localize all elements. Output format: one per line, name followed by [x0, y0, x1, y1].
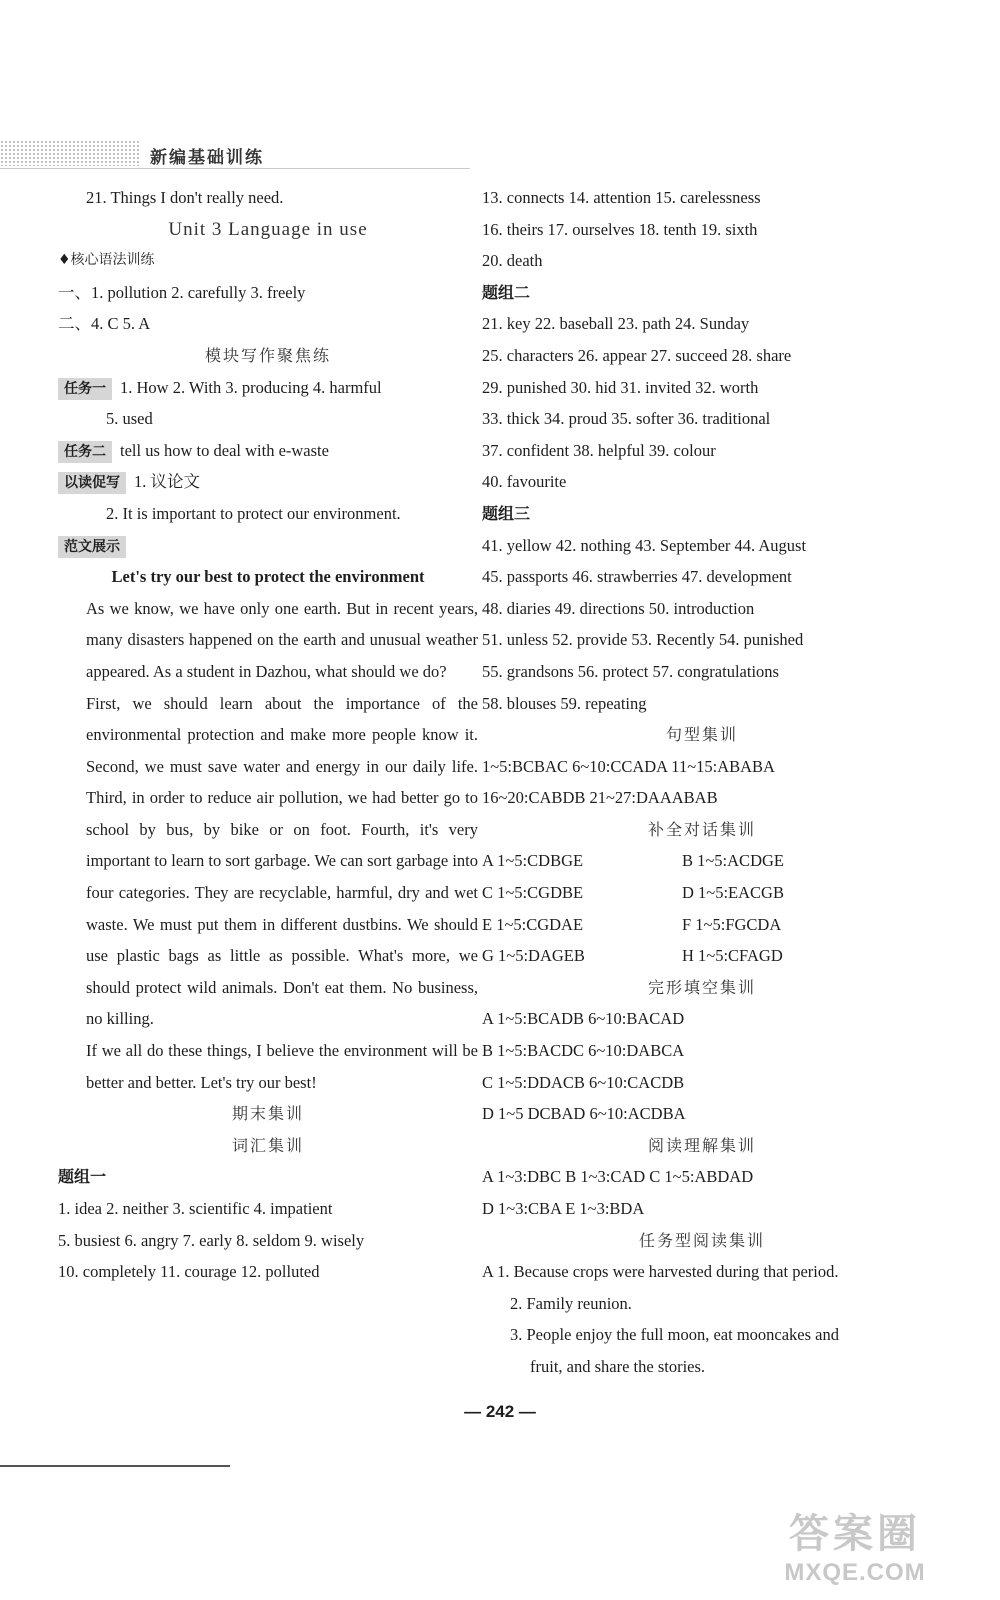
- answer-line: 10. completely 11. courage 12. polluted: [58, 1262, 320, 1282]
- section-title: 词汇集训: [231, 1135, 304, 1155]
- answer-line: B 1~5:BACDC 6~10:DABCA: [482, 1041, 685, 1061]
- section-title: 完形填空集训: [647, 977, 756, 997]
- answer-line: 33. thick 34. proud 35. softer 36. traditional: [482, 409, 771, 429]
- watermark-logo: 答案圈: [789, 1512, 921, 1556]
- answer-line: 45. passports 46. strawberries 47. development: [482, 567, 792, 587]
- answer-line: 2. Family reunion.: [510, 1293, 632, 1313]
- answer-line: 20. death: [482, 251, 543, 271]
- section-label: ♦核心语法训练: [58, 252, 155, 269]
- answer-cell: B 1~5:ACDGE: [682, 851, 784, 871]
- answer-line: 16~20:CABDB 21~27:DAAABAB: [482, 788, 718, 808]
- answer-cell: G 1~5:DAGEB: [482, 946, 585, 966]
- answer-line: fruit, and share the stories.: [530, 1356, 706, 1376]
- header-dot-pattern: [0, 140, 140, 166]
- answer-cell: D 1~5:EACGB: [682, 883, 784, 903]
- essay-paragraph: If we all do these things, I believe the environment will be better and better. Let's try our best!: [86, 1041, 478, 1092]
- answer-line: 3. People enjoy the full moon, eat mooncakes and: [510, 1325, 840, 1345]
- group-heading: 题组二: [482, 282, 531, 302]
- answer-line: 1. 议论文: [134, 472, 200, 492]
- essay-title: Let's try our best to protect the environment: [111, 567, 425, 587]
- answer-line: D 1~3:CBA E 1~3:BDA: [482, 1199, 645, 1218]
- group-heading: 题组一: [58, 1167, 107, 1187]
- section-title: 补全对话集训: [647, 819, 756, 839]
- answer-line: 55. grandsons 56. protect 57. congratulations: [482, 661, 779, 681]
- answer-line: A 1. Because crops were harvested during that period.: [482, 1262, 839, 1282]
- task-tag: 以读促写: [58, 472, 126, 494]
- task-tag: 任务二: [58, 441, 112, 463]
- answer-line: 41. yellow 42. nothing 43. September 44. August: [482, 535, 807, 555]
- answer-line: 21. key 22. baseball 23. path 24. Sunday: [482, 314, 750, 334]
- book-title: 新编基础训练: [150, 148, 264, 168]
- footer-divider: [0, 1465, 230, 1467]
- answer-cell: C 1~5:CGDBE: [482, 883, 584, 903]
- section-title: 期末集训: [231, 1104, 304, 1124]
- answer-line: 2. It is important to protect our environment.: [106, 503, 401, 523]
- section-title: 阅读理解集训: [647, 1135, 756, 1155]
- unit-title: Unit 3 Language in use: [168, 218, 368, 240]
- right-column: [482, 182, 922, 1383]
- section-title: 任务型阅读集训: [638, 1230, 765, 1250]
- answer-line: 5. used: [106, 409, 153, 429]
- left-column: [58, 182, 478, 1288]
- answer-line: 48. diaries 49. directions 50. introduction: [482, 598, 755, 618]
- answer-line: tell us how to deal with e-waste: [120, 440, 329, 460]
- header-divider: [0, 168, 470, 169]
- answer-line: 1~5:BCBAC 6~10:CCADA 11~15:ABABA: [482, 756, 775, 776]
- essay-paragraph: First, we should learn about the importance of the environmental protection and make more people know it. Second, we must save water and energy in our daily life. Third, in order to reduce air pollution, we had better go to school by bus, by bike or on foot. Fourth, it's very important to learn to sort garbage. We can sort garbage into four categories. They are recyclable, harmful, dry and wet waste. We must put them in different dustbins. We should use plastic bags as little as possible. What's more, we should protect wild animals. Don't eat them. No business, no killing.: [86, 693, 478, 1029]
- task-tag: 任务一: [58, 378, 112, 400]
- answer-line: 51. unless 52. provide 53. Recently 54. punished: [482, 630, 804, 650]
- answer-line: 29. punished 30. hid 31. invited 32. worth: [482, 377, 759, 397]
- watermark: [740, 1502, 970, 1592]
- answer-line: C 1~5:DDACB 6~10:CACDB: [482, 1072, 685, 1092]
- task-tag: 范文展示: [58, 536, 126, 558]
- answer-line: 二、4. C 5. A: [58, 314, 151, 334]
- answer-line: 21. Things I don't really need.: [86, 188, 284, 207]
- answer-line: 1. idea 2. neither 3. scientific 4. impatient: [58, 1199, 333, 1218]
- answer-line: 13. connects 14. attention 15. carelessness: [482, 188, 761, 207]
- watermark-url: MXQE.COM: [784, 1559, 926, 1586]
- answer-line: D 1~5 DCBAD 6~10:ACDBA: [482, 1104, 686, 1124]
- answer-line: A 1~5:BCADB 6~10:BACAD: [482, 1009, 685, 1029]
- section-title: 句型集训: [665, 725, 738, 745]
- section-title: 模块写作聚焦练: [204, 345, 331, 365]
- answer-line: 37. confident 38. helpful 39. colour: [482, 440, 716, 460]
- page-number: — 242 —: [464, 1402, 536, 1421]
- answer-cell: E 1~5:CGDAE: [482, 914, 584, 934]
- answer-line: 1. How 2. With 3. producing 4. harmful: [120, 377, 382, 397]
- answer-line: 25. characters 26. appear 27. succeed 28. share: [482, 345, 792, 365]
- answer-cell: F 1~5:FGCDA: [682, 914, 782, 934]
- answer-line: 40. favourite: [482, 472, 567, 492]
- answer-line: A 1~3:DBC B 1~3:CAD C 1~5:ABDAD: [482, 1167, 754, 1187]
- answer-cell: H 1~5:CFAGD: [682, 946, 783, 966]
- answer-cell: A 1~5:CDBGE: [482, 851, 584, 871]
- answer-line: 5. busiest 6. angry 7. early 8. seldom 9. wisely: [58, 1230, 365, 1250]
- answer-line: 16. theirs 17. ourselves 18. tenth 19. sixth: [482, 219, 758, 239]
- answer-line: 58. blouses 59. repeating: [482, 693, 647, 713]
- answer-line: 一、1. pollution 2. carefully 3. freely: [58, 282, 306, 302]
- essay-paragraph: As we know, we have only one earth. But in recent years, many disasters happened on the earth and unusual weather appeared. As a student in Dazhou, what should we do?: [86, 598, 478, 681]
- group-heading: 题组三: [482, 503, 531, 523]
